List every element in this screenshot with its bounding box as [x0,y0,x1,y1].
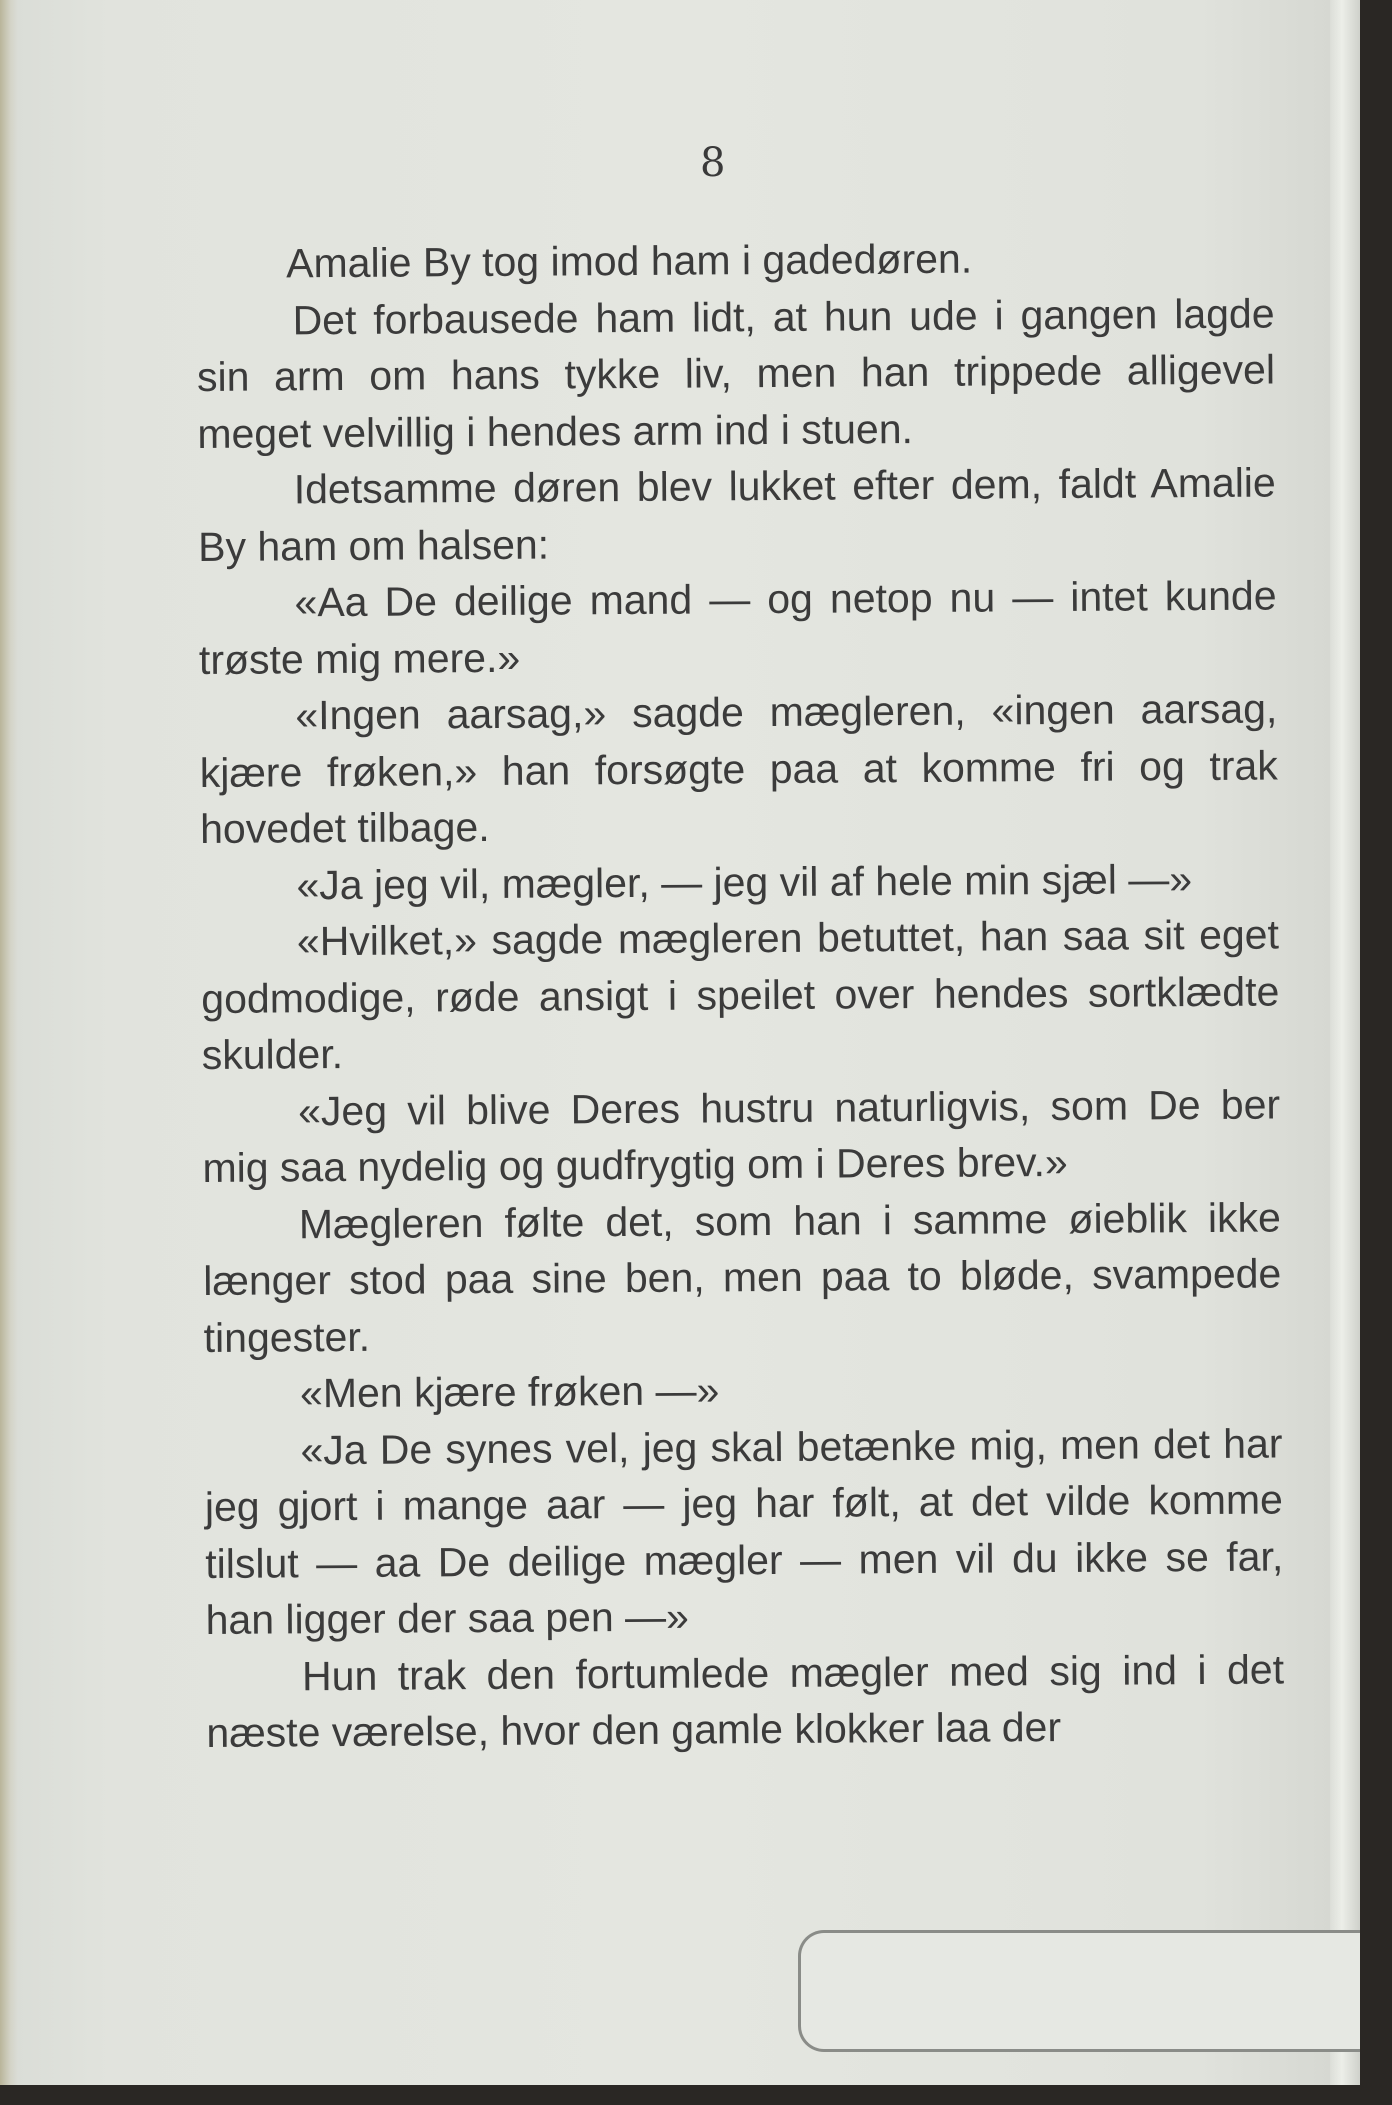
page-edge [1330,0,1360,2085]
paragraph: Det forbausede ham lidt, at hun ude i gangen lagde sin arm om hans tykke liv, men han trippede alligevel meget velvillig i hendes arm ind i stuen. [196,289,1276,457]
body-text [196,228,1285,1761]
paragraph: «Aa De deilige mand — og netop nu — intet kunde trøste mig mere.» [198,572,1277,683]
library-label-tab [798,1930,1360,2052]
page-number: 8 [700,140,726,186]
binding-shadow [0,0,18,2085]
paragraph: Idetsamme døren blev lukket efter dem, faldt Amalie By ham om halsen: [198,459,1276,570]
paragraph: «Ja De synes vel, jeg skal betænke mig, men det har jeg gjort i mange aar — jeg har følt, at det vilde komme tilslut — aa De deilige mægler — men vil du ikke se far, han ligger der saa pen —» [204,1419,1284,1643]
paragraph: «Ingen aarsag,» sagde mægleren, «ingen aarsag, kjære frøken,» han forsøgte paa at komme fri og trak hovedet tilbage. [199,685,1278,852]
paragraph: Hun trak den fortumlede mægler med sig ind i det næste værelse, hvor den gamle klokker laa der [206,1645,1285,1756]
paragraph: «Jeg vil blive Deres hustru naturligvis, som De ber mig saa nydelig og gudfrygtig om i Deres brev.» [202,1080,1281,1191]
scan-background [0,2085,1392,2105]
paragraph: Mægleren følte det, som han i samme øieblik ikke længer stod paa sine ben, men paa to bløde, svampede tingester. [203,1193,1282,1361]
paragraph: «Hvilket,» sagde mægleren betuttet, han saa sit eget godmodige, røde ansigt i speilet over hendes sortklædte skulder. [201,911,1280,1078]
paragraph: «Ja jeg vil, mægler, — jeg vil af hele min sjæl —» [296,855,1193,908]
paragraph: «Men kjære frøken —» [299,1367,720,1417]
paragraph: Amalie By tog imod ham i gadedøren. [286,235,973,287]
